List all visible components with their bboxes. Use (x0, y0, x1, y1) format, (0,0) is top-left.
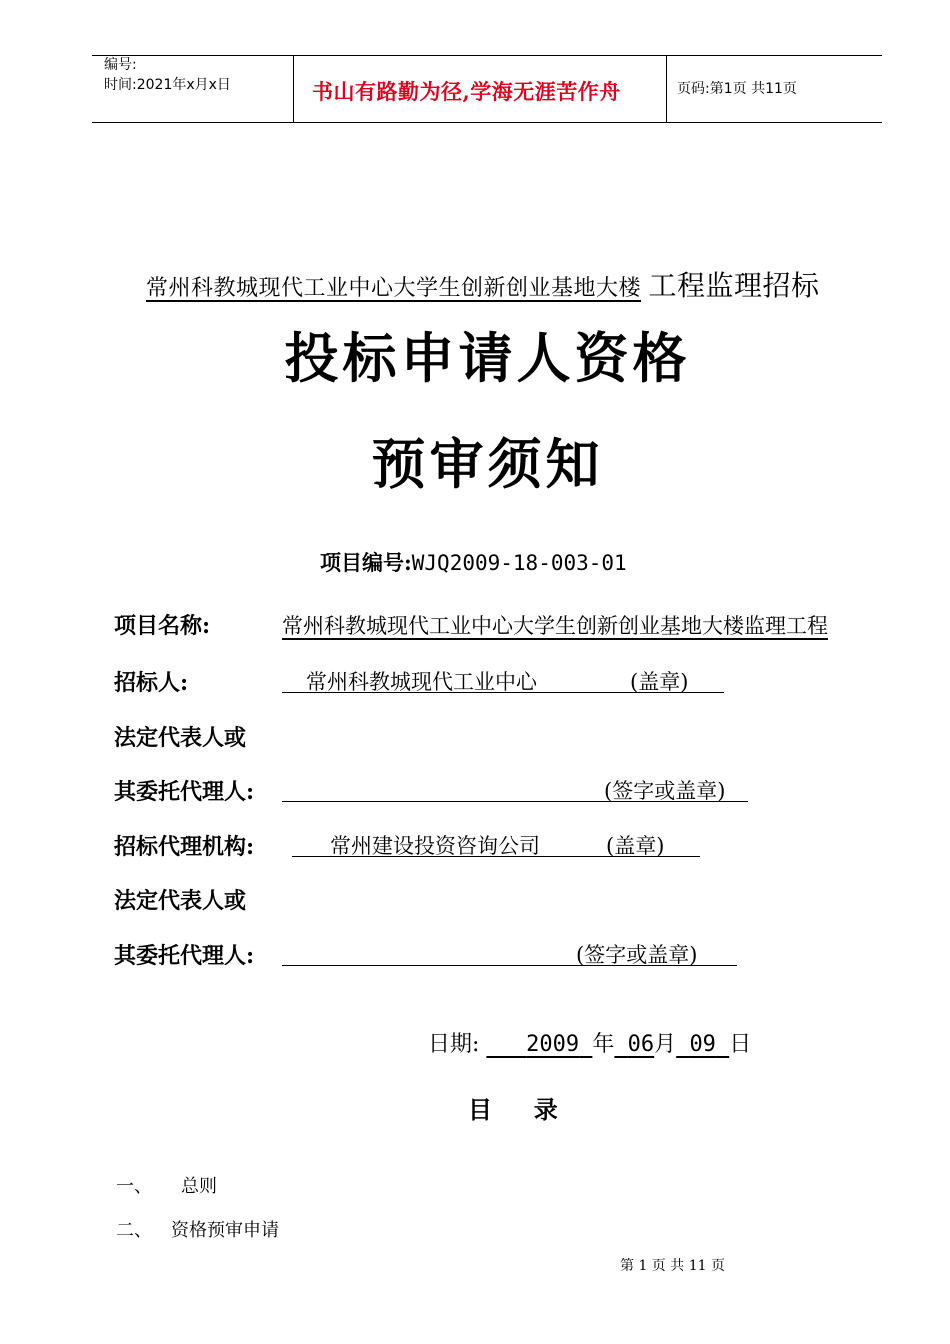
project-name-value: 常州科教城现代工业中心大学生创新创业基地大楼监理工程 (282, 614, 828, 638)
tenderer-value: 常州科教城现代工业中心 (306, 670, 537, 694)
date-month-unit: 月 (654, 1032, 677, 1057)
date-year-unit: 年 (592, 1032, 615, 1057)
toc-item-num-1: 一、 (116, 1176, 152, 1197)
motto: 书山有路勤为径,学海无涯苦作舟 (312, 79, 621, 104)
tenderer-seal: (盖章) (630, 670, 689, 694)
toc-item-num-2: 二、 (116, 1220, 152, 1241)
sign-or-seal-2: (签字或盖章) (576, 943, 698, 967)
agent-label-1: 其委托代理人: (114, 779, 255, 805)
project-name-label: 项目名称: (114, 613, 211, 639)
header-top-rule (92, 55, 882, 56)
date-month: 06 (627, 1032, 655, 1057)
project-number (320, 547, 627, 577)
date-day: 09 (689, 1032, 716, 1057)
time-label: 时间:2021年x月x日 (104, 77, 231, 93)
date-day-unit: 日 (729, 1032, 752, 1057)
main-title-line-2: 预审须知 (371, 432, 604, 496)
agency-seal: (盖章) (606, 834, 665, 858)
legal-rep-label-2: 法定代表人或 (114, 888, 247, 914)
subtitle-project: 常州科教城现代工业中心大学生创新创业基地大楼 (146, 276, 642, 301)
document-subtitle (146, 264, 820, 304)
sign-or-seal-1: (签字或盖章) (604, 779, 726, 803)
subtitle-tail: 工程监理招标 (648, 269, 820, 302)
date-row (428, 1027, 751, 1058)
agent-label-2: 其委托代理人: (114, 943, 255, 969)
header-bottom-rule (92, 122, 882, 123)
main-title-line-1: 投标申请人资格 (284, 326, 691, 390)
legal-rep-label-1: 法定代表人或 (114, 725, 247, 751)
toc-title: 目 录 (468, 1095, 558, 1124)
agency-label: 招标代理机构: (114, 834, 255, 860)
toc-item-1[interactable]: 总则 (181, 1176, 217, 1197)
date-year: 2009 (526, 1032, 580, 1057)
agency-value: 常州建设投资咨询公司 (330, 834, 540, 858)
header-divider-2 (666, 55, 667, 122)
project-number-label: 项目编号: (320, 550, 412, 575)
page-label: 页码:第1页 共11页 (677, 81, 797, 97)
page-footer: 第 1 页 共 11 页 (620, 1258, 725, 1274)
tenderer-label: 招标人: (114, 670, 189, 696)
toc-item-2[interactable]: 资格预审申请 (171, 1220, 279, 1241)
date-label: 日期: (428, 1032, 480, 1057)
header-divider-1 (293, 55, 294, 122)
serial-label: 编号: (104, 57, 137, 73)
project-number-value: WJQ2009-18-003-01 (411, 551, 627, 575)
